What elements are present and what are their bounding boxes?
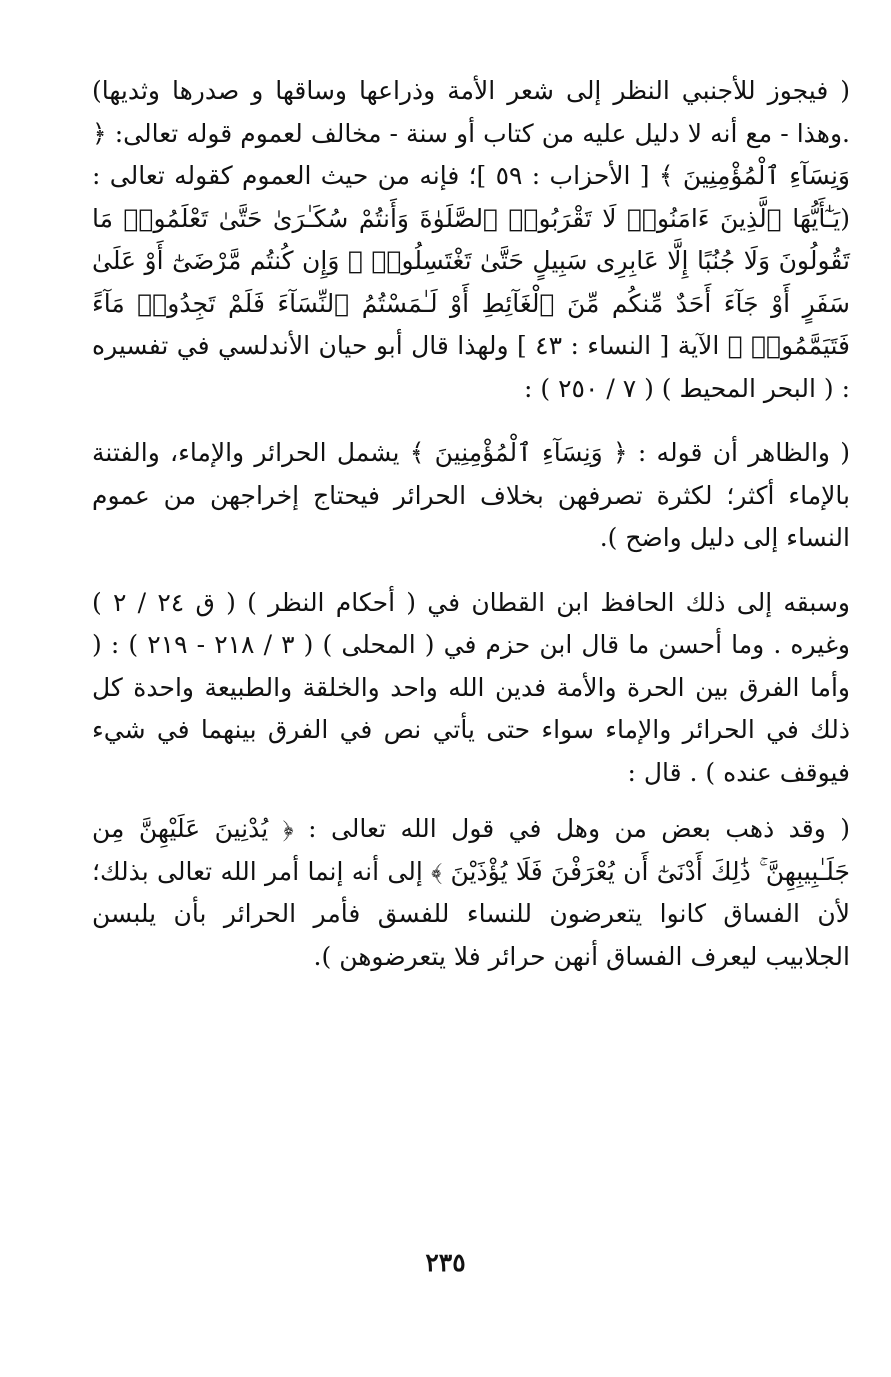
page-body (92, 70, 850, 1000)
paragraph-3: وسبقه إلى ذلك الحافظ ابن القطان في ( أحكام النظر ) ( ق ٢٤ / ٢ ) وغيره . وما أحسن ما قال ابن حزم في ( المحلى ) ( ٣ / ٢١٨ - ٢١٩ ) : ( وأما الفرق بين الحرة والأمة فدين الله واحد والخلقة والطبيعة واحدة كل ذلك في الحرائر والإماء سواء حتى يأتي نص في الفرق بينهما في شيء فيوقف عنده ) . قال : (92, 587, 850, 787)
paragraph-2: ( والظاهر أن قوله : ﴿ وَنِسَآءِ ٱلْمُؤْمِنِينَ ﴾ يشمل الحرائر والإماء، والفتنة بالإماء أكثر؛ لكثرة تصرفهن بخلاف الحرائر فيحتاج إخراجهن من عموم النساء إلى دليل واضح ). (92, 438, 850, 552)
paragraph-4: ( وقد ذهب بعض من وهل في قول الله تعالى : ﴿ يُدْنِينَ عَلَيْهِنَّ مِن جَلَـٰبِيبِهِنَّ ۚ ذَٰلِكَ أَدْنَىٰٓ أَن يُعْرَفْنَ فَلَا يُؤْذَيْنَ ﴾ إلى أنه إنما أمر الله تعالى بذلك؛لأن الفساق كانوا يتعرضون للنساء للفسق فأمر الحرائر بأن يلبسن الجلابيب ليعرف الفساق أنهن حرائر فلا يتعرضوهن ). (92, 814, 850, 971)
paragraph-1: ( فيجوز للأجنبي النظر إلى شعر الأمة وذراعها وساقها و صدرها وثديها) .وهذا - مع أنه لا دليل عليه من كتاب أو سنة - مخالف لعموم قوله تعالى: ﴿ وَنِسَآءِ ٱلْمُؤْمِنِينَ ﴾ [ الأحزاب : ٥٩ ]؛ فإنه من حيث العموم كقوله تعالى : (يَـٰٓأَيُّهَا ٱلَّذِينَ ءَامَنُوا۟ لَا تَقْرَبُوا۟ ٱلصَّلَوٰةَ وَأَنتُمْ سُكَـٰرَىٰ حَتَّىٰ تَعْلَمُوا۟ مَا تَقُولُونَ وَلَا جُنُبًا إِلَّا عَابِرِى سَبِيلٍ حَتَّىٰ تَغْتَسِلُوا۟ ۚ وَإِن كُنتُم مَّرْضَىٰٓ أَوْ عَلَىٰ سَفَرٍ أَوْ جَآءَ أَحَدٌ مِّنكُم مِّنَ ٱلْغَآئِطِ أَوْ لَـٰمَسْتُمُ ٱلنِّسَآءَ فَلَمْ تَجِدُوا۟ مَآءً فَتَيَمَّمُوا۟ ﴾ الآية [ النساء : ٤٣ ] ولهذا قال أبو حيان الأندلسي في تفسيره : ( البحر المحيط ) ( ٧ / ٢٥٠ ) : (92, 76, 851, 403)
page-number: ٢٣٥ (425, 1248, 466, 1277)
